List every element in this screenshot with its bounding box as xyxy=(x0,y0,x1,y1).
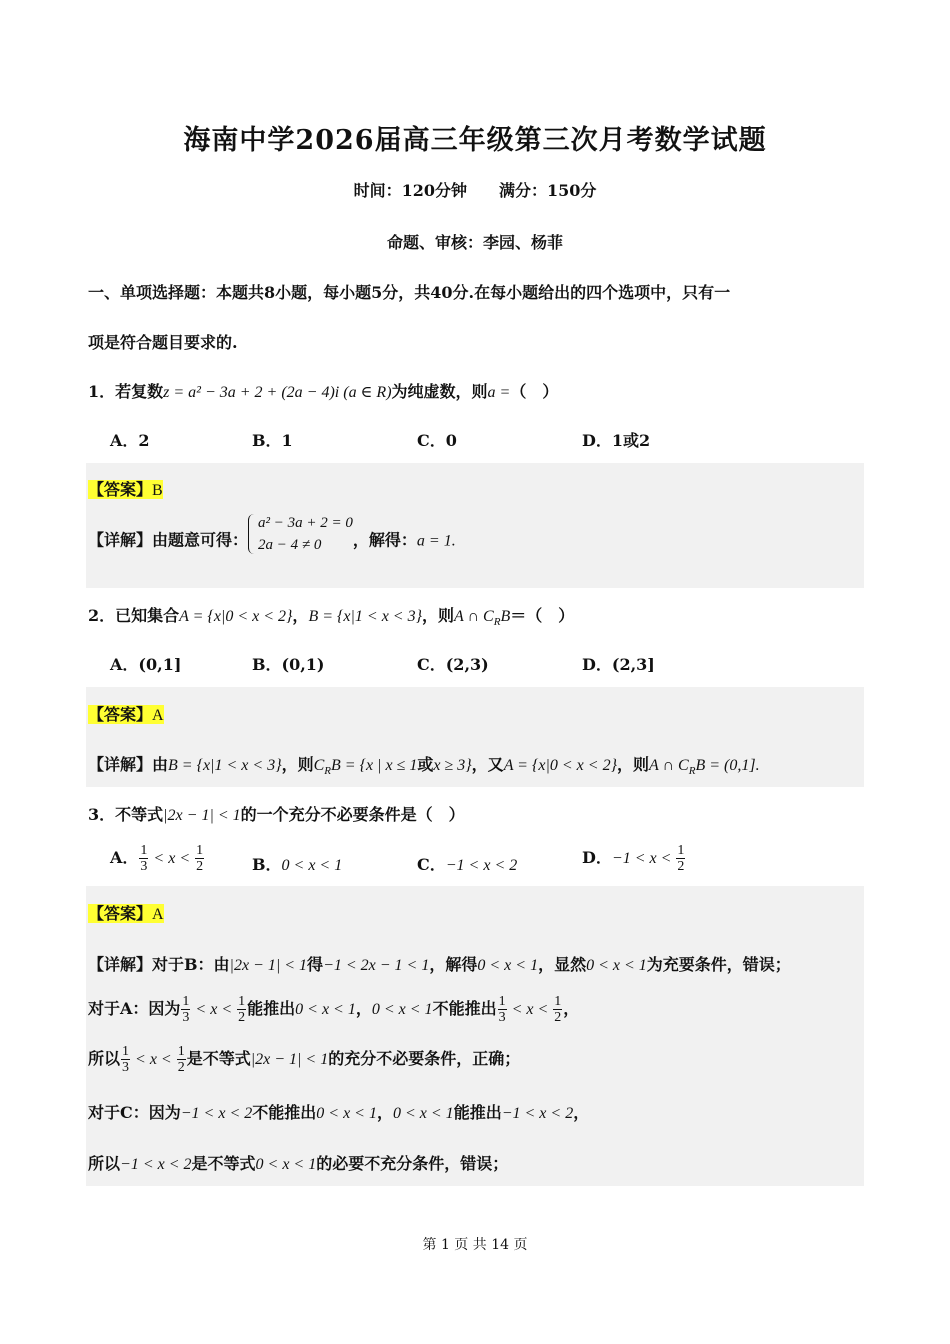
q1-answer-label: 【答案】 xyxy=(88,480,153,499)
detail-text: ， xyxy=(376,1103,393,1122)
exam-title: 海南中学2026届高三年级第三次月考数学试题 xyxy=(183,125,767,156)
numerator: 1 xyxy=(182,994,190,1009)
q2-answer-value: A xyxy=(152,707,164,724)
q1-option-b: B．1 xyxy=(252,431,293,450)
q3-detail-line1 xyxy=(88,952,791,975)
q3-detail-line5 xyxy=(88,1151,508,1174)
q2-detail-set-a: A = {x|0 < x < 2} xyxy=(503,757,617,774)
detail-math: 0 < x < 1 xyxy=(392,1105,454,1122)
q1-option-c: C．0 xyxy=(417,431,457,450)
denominator: 3 xyxy=(122,1060,130,1075)
q1-detail-text: 由题意可得： xyxy=(152,530,249,550)
time-info: 时间：120分钟 满分：150分 xyxy=(353,181,597,200)
detail-math: < x < xyxy=(131,1051,176,1068)
q2-detail-complement: C xyxy=(313,757,325,774)
detail-math: < x < xyxy=(191,1001,237,1018)
numerator: 1 xyxy=(140,843,148,858)
q3-detail-label: 【详解】 xyxy=(88,955,153,974)
q1-answer-value: B xyxy=(152,482,163,499)
q3-option-d xyxy=(582,843,686,874)
q1-prefix: 1．若复数 xyxy=(88,382,164,401)
detail-text: ，显然 xyxy=(538,955,587,974)
q3-answer-box xyxy=(86,886,864,1186)
q3-option-a-label: A． xyxy=(110,848,139,867)
q3-detail-line4 xyxy=(88,1100,589,1123)
q1-detail-result: a = 1. xyxy=(416,532,456,550)
section-heading-line1: 一、单项选择题：本题共8小题，每小题5分，共40分.在每小题给出的四个选项中，只有一 xyxy=(88,283,731,302)
q3-option-d-math: −1 < x < xyxy=(611,850,676,867)
detail-text: 为充要条件，错误； xyxy=(646,955,791,974)
q3-option-a xyxy=(110,843,205,874)
detail-math: 0 < x < 1 xyxy=(316,1105,377,1122)
detail-text: ， xyxy=(563,999,580,1018)
q1-suffix: 为纯虚数，则 xyxy=(391,382,488,401)
detail-math: −1 < x < 2 xyxy=(180,1105,253,1122)
fraction xyxy=(676,843,685,874)
q2-answer xyxy=(88,702,164,725)
q3-suffix: 的一个充分不必要条件是（ ） xyxy=(240,805,465,824)
detail-text: 是不等式 xyxy=(191,1154,256,1173)
page-footer: 第 1 页 共 14 页 xyxy=(422,1237,528,1253)
q2-expr2: B xyxy=(500,608,511,625)
q2-set-a: A = {x|0 < x < 2} xyxy=(179,608,293,625)
numerator: 1 xyxy=(122,1044,130,1059)
q2-detail-or: 或 xyxy=(417,755,434,774)
q3-detail-line3 xyxy=(88,1044,520,1075)
q1-system-eq2: 2a − 4 ≠ 0 xyxy=(258,537,322,553)
numerator: 1 xyxy=(498,994,506,1009)
numerator: 1 xyxy=(177,1044,185,1059)
q1-paren: （ ） xyxy=(510,382,559,401)
q3-option-b-math: 0 < x < 1 xyxy=(281,857,343,874)
q2-detail-text: 由 xyxy=(152,755,169,774)
q2-answer-label: 【答案】 xyxy=(88,705,153,724)
q3-option-b xyxy=(252,852,342,875)
detail-text: 对于A：因为 xyxy=(88,999,181,1018)
detail-math: 0 < x < 1 xyxy=(477,957,539,974)
q1-var: a = xyxy=(487,384,511,401)
denominator: 2 xyxy=(677,859,685,874)
q3-answer xyxy=(88,901,164,924)
detail-text: 的充分不必要条件，正确； xyxy=(328,1049,521,1068)
authors: 命题、审核：李园、杨菲 xyxy=(386,233,563,252)
q3-option-c-label: C． xyxy=(417,855,446,874)
q2-detail-label: 【详解】 xyxy=(88,755,153,774)
q2-detail-complement-set: B = {x | x ≤ 1 xyxy=(331,757,418,774)
q3-answer-label: 【答案】 xyxy=(88,904,153,923)
q2-option-a: A．(0,1] xyxy=(110,655,182,674)
denominator: 2 xyxy=(554,1010,562,1025)
detail-text: 能推出 xyxy=(453,1103,502,1122)
detail-text: 所以 xyxy=(88,1154,121,1173)
q2-option-b: B．(0,1) xyxy=(252,655,325,674)
q1-answer-highlight xyxy=(88,480,163,499)
denominator: 3 xyxy=(498,1010,506,1025)
q2-detail-result-value: B = (0,1]. xyxy=(695,757,760,774)
detail-text: 得 xyxy=(307,955,324,974)
q2-sep: ， xyxy=(292,606,309,625)
q3-option-c-math: −1 < x < 2 xyxy=(445,857,518,874)
detail-math: 0 < x < 1 xyxy=(586,957,647,974)
q2-detail-set-b: B = {x|1 < x < 3} xyxy=(168,757,282,774)
question-1 xyxy=(88,379,558,402)
detail-math: 0 < x < 1 xyxy=(371,1001,433,1018)
q2-detail-result: A ∩ C xyxy=(648,757,689,774)
detail-text: ， xyxy=(355,999,372,1018)
q2-detail-math: x ≥ 3} xyxy=(433,757,472,774)
detail-text: 所以 xyxy=(88,1049,121,1068)
fraction xyxy=(139,843,148,874)
detail-math: 0 < x < 1 xyxy=(295,1001,356,1018)
question-2 xyxy=(88,603,574,628)
q2-detail-text: ，则 xyxy=(616,755,649,774)
detail-math: −1 < 2x − 1 < 1 xyxy=(323,957,430,974)
q3-prefix: 3．不等式 xyxy=(88,805,164,824)
q2-detail-text: ，则 xyxy=(281,755,314,774)
q1-answer xyxy=(88,477,163,500)
section-heading-line2: 项是符合题目要求的. xyxy=(88,333,238,352)
detail-text: 对于B：由 xyxy=(152,955,230,974)
question-3 xyxy=(88,802,465,825)
q2-answer-highlight xyxy=(88,705,164,724)
q3-option-a-math: < x < xyxy=(149,850,195,867)
fraction xyxy=(237,994,246,1025)
q1-detail-label: 【详解】 xyxy=(88,530,153,550)
numerator: 1 xyxy=(238,994,246,1009)
fraction xyxy=(177,1044,186,1075)
q2-prefix: 2．已知集合 xyxy=(88,606,180,625)
numerator: 1 xyxy=(196,843,204,858)
fraction xyxy=(553,994,562,1025)
q3-option-c xyxy=(417,852,517,875)
numerator: 1 xyxy=(677,843,685,858)
q1-option-a: A．2 xyxy=(110,431,150,450)
q3-detail-line2 xyxy=(88,994,579,1025)
q2-mid: ，则 xyxy=(422,606,455,625)
q2-option-d: D．(2,3] xyxy=(582,655,655,674)
q1-option-d: D．1或2 xyxy=(582,431,651,450)
denominator: 2 xyxy=(238,1010,246,1025)
detail-math: |2x − 1| < 1 xyxy=(229,957,308,974)
q1-expr: z = a² − 3a + 2 + (2a − 4)i (a ∈ R) xyxy=(163,384,392,401)
q3-expr: |2x − 1| < 1 xyxy=(163,807,241,824)
q2-detail-complement-sub: R xyxy=(324,765,332,778)
q2-option-c: C．(2,3) xyxy=(417,655,489,674)
denominator: 2 xyxy=(196,859,204,874)
detail-text: ， xyxy=(573,1103,590,1122)
detail-text: 不能推出 xyxy=(252,1103,317,1122)
detail-math: −1 < x < 2 xyxy=(120,1156,192,1173)
q2-detail-text: ，又 xyxy=(471,755,504,774)
detail-math: < x < xyxy=(507,1001,553,1018)
detail-text: 能推出 xyxy=(247,999,296,1018)
denominator: 3 xyxy=(182,1010,190,1025)
q1-equation-system xyxy=(248,512,353,556)
q2-set-b: B = {x|1 < x < 3} xyxy=(308,608,422,625)
detail-text: ，解得 xyxy=(429,955,478,974)
fraction xyxy=(195,843,204,874)
numerator: 1 xyxy=(554,994,562,1009)
detail-math: 0 < x < 1 xyxy=(255,1156,317,1173)
q3-option-d-label: D． xyxy=(582,848,612,867)
detail-text: 是不等式 xyxy=(186,1049,251,1068)
detail-text: 不能推出 xyxy=(432,999,497,1018)
fraction xyxy=(498,994,507,1025)
detail-math: |2x − 1| < 1 xyxy=(250,1051,329,1068)
q2-detail-result-sub: R xyxy=(688,765,696,778)
denominator: 3 xyxy=(140,859,148,874)
q3-answer-highlight xyxy=(88,904,164,923)
q2-expr-sub: R xyxy=(493,616,501,629)
q1-system-eq1: a² − 3a + 2 = 0 xyxy=(258,515,353,531)
q1-detail xyxy=(88,515,456,556)
q2-expr: A ∩ C xyxy=(454,608,494,625)
fraction xyxy=(121,1044,130,1075)
q1-detail-mid: ，解得： xyxy=(352,530,417,550)
detail-text: 对于C：因为 xyxy=(88,1103,181,1122)
q3-answer-value: A xyxy=(152,906,164,923)
fraction xyxy=(181,994,190,1025)
detail-text: 的必要不充分条件，错误； xyxy=(316,1154,509,1173)
q2-detail xyxy=(88,752,760,777)
q3-option-b-label: B． xyxy=(252,855,282,874)
denominator: 2 xyxy=(177,1060,185,1075)
detail-math: −1 < x < 2 xyxy=(501,1105,574,1122)
q2-suffix: ＝（ ） xyxy=(510,606,575,625)
